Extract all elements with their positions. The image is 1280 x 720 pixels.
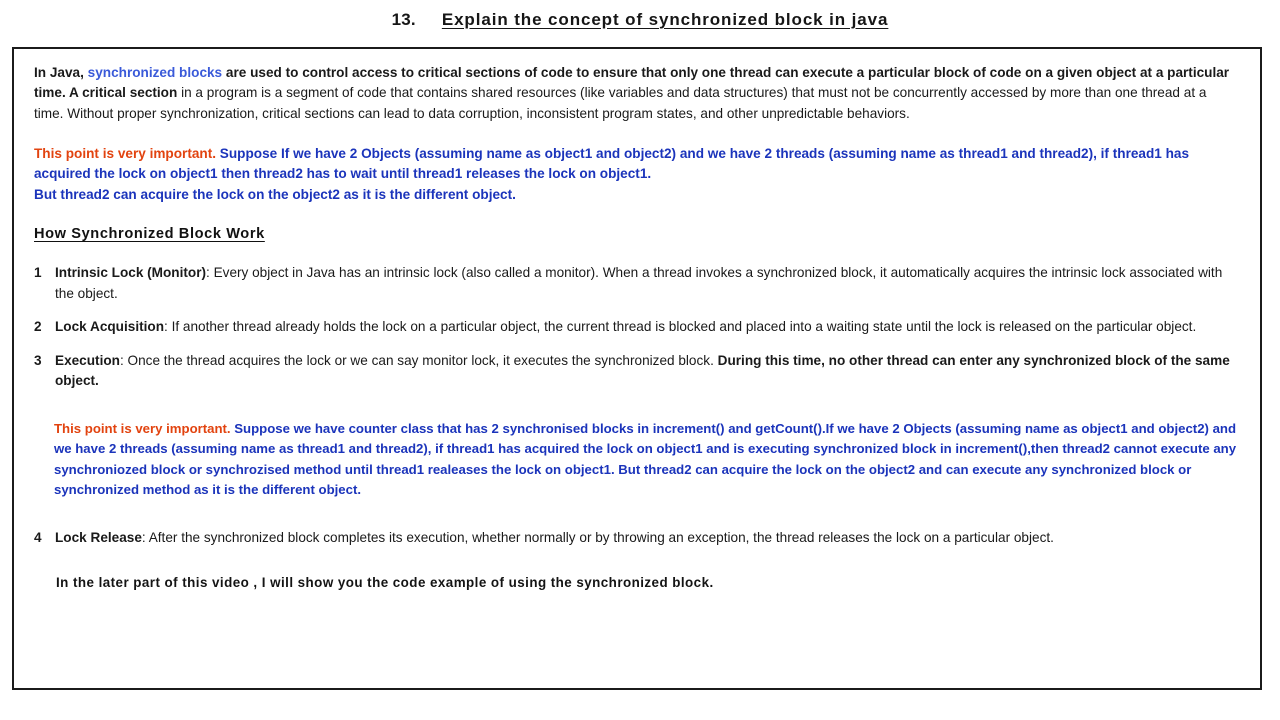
list-item-number: 1 <box>34 265 42 281</box>
page-title <box>0 0 1280 40</box>
list-item-term: Intrinsic Lock (Monitor) <box>55 265 207 281</box>
list-item-term: Lock Release <box>55 529 142 545</box>
closing-note: In the later part of this video , I will show you the code example of using the synchronized block. <box>56 575 714 591</box>
list-item-body <box>55 263 1238 304</box>
synchronized-blocks-term: synchronized blocks <box>87 65 223 80</box>
intro-segment-2: are used to control access to critical sections of code to ensure that only one thread can execute a particular block of code on a given object at a particular time. A critical section <box>34 65 1230 101</box>
section-heading: How Synchronized Block Work <box>34 226 265 243</box>
page-title-text: Explain the concept of synchronized block in java <box>441 10 889 29</box>
spacer <box>34 338 1238 351</box>
spacer <box>34 304 1238 317</box>
page-title-number: 13. <box>391 10 416 29</box>
list-item-body <box>55 528 1238 549</box>
list-item <box>34 263 1238 304</box>
spacer <box>34 205 1238 225</box>
list-item-text: : After the synchronized block completes its execution, whether normally or by throwing an exception, the thread releases the lock on a particular object. <box>141 529 1054 545</box>
section-heading-wrap <box>34 225 1238 243</box>
important-1-blue-line-2: But thread2 can acquire the lock on the object2 as it is the different object. <box>34 186 516 202</box>
spacer <box>34 548 1238 575</box>
list-item-number: 3 <box>34 352 42 368</box>
list-item-number: 4 <box>34 529 42 545</box>
content-frame <box>12 47 1262 690</box>
important-callout-2 <box>34 419 1238 501</box>
important-1-blue-line-1: Suppose If we have 2 Objects (assuming name as object1 and object2) and we have 2 threads (assuming name as thread1 and thread2), if thread1 has acquired the lock on object1 then thread2 has to wait until thread1 releases the lock on object1. <box>34 145 1190 182</box>
list-item-bold-tail: During this time, no other thread can enter any synchronized block of the same object. <box>55 352 1230 389</box>
list-item <box>34 528 1238 549</box>
intro-segment-3: in a program is a segment of code that contains shared resources (like variables and data structures) that must not be concurrently accessed by more than one thread at a time. Without proper synchronization, critical sections can lead to data corruption, inconsistent program states, and other unpredictable behaviors. <box>34 85 1207 121</box>
list-item-number: 2 <box>34 319 42 335</box>
important-2-blue-text: Suppose we have counter class that has 2 synchronised blocks in increment() and getCount().If we have 2 Objects (assuming name as object1 and object2) and we have 2 threads (assuming name as thread1 and thread2), if thread1 has acquired the lock on object1 and is executing synchronized block in increment(),then thread2 cannot execute any synchroniozed block or synchrozised method until thread1 realeases the lock on object1. But thread2 can acquire the lock on the object2 and can execute any synchronized block or synchronized method as it is the different object. <box>54 420 1237 498</box>
important-2-red-lead: This point is very important. <box>54 420 231 436</box>
list-item-text: : If another thread already holds the lock on a particular object, the current thread is blocked and placed into a waiting state until the lock is released on the particular object. <box>164 319 1197 335</box>
intro-paragraph <box>34 63 1238 124</box>
spacer <box>34 501 1238 528</box>
list-item-term: Execution <box>55 352 120 368</box>
list-item-body <box>55 351 1238 392</box>
list-item <box>34 317 1238 338</box>
spacer <box>34 124 1238 144</box>
list-item-text: : Once the thread acquires the lock or we can say monitor lock, it executes the synchronized block. <box>119 352 718 368</box>
important-callout-1 <box>34 144 1238 205</box>
list-item <box>34 351 1238 392</box>
intro-segment-1: In Java, <box>34 65 88 80</box>
list-item-body <box>55 317 1238 338</box>
list-item-text: : Every object in Java has an intrinsic lock (also called a monitor). When a thread invokes a synchronized block, it automatically acquires the intrinsic lock associated with the object. <box>55 265 1223 301</box>
important-1-red-lead: This point is very important. <box>34 145 217 161</box>
spacer <box>34 392 1238 419</box>
list-item-term: Lock Acquisition <box>55 319 165 335</box>
spacer <box>34 243 1238 263</box>
